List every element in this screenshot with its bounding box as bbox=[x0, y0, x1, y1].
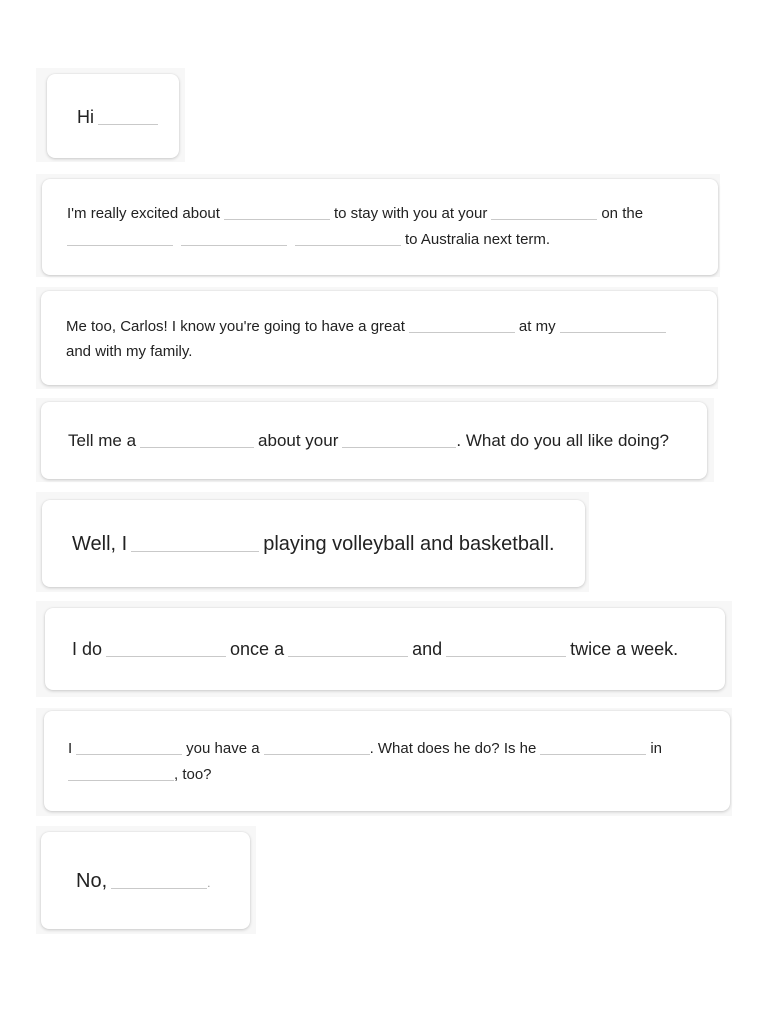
bubble-3-text: Me too, Carlos! I know you're going to have a great bbox=[66, 318, 405, 335]
bubble-5 bbox=[42, 500, 585, 587]
bubble-4 bbox=[41, 402, 707, 479]
bubble-7-text: you have a bbox=[186, 740, 260, 757]
blank-field[interactable] bbox=[560, 331, 666, 333]
bubble-5-text: playing volleyball and basketball. bbox=[263, 533, 555, 555]
bubble-6-text: and bbox=[412, 639, 443, 659]
blank-field[interactable] bbox=[540, 753, 646, 755]
bubble-2-text: to Australia next term. bbox=[405, 231, 551, 248]
blank-field[interactable] bbox=[224, 218, 330, 220]
bubble-3 bbox=[41, 291, 717, 385]
bubble-8-text: . bbox=[207, 876, 211, 890]
bubble-5-text: Well, I bbox=[72, 533, 128, 555]
blank-field[interactable] bbox=[106, 655, 226, 657]
bubble-6-text: I do bbox=[72, 639, 103, 659]
bubble-2-text: I'm really excited about bbox=[67, 205, 220, 222]
blank-field[interactable] bbox=[342, 446, 456, 448]
blank-field[interactable] bbox=[111, 887, 207, 889]
blank-field[interactable] bbox=[409, 331, 515, 333]
bubble-7-text: in bbox=[650, 740, 663, 757]
blank-field[interactable] bbox=[295, 244, 401, 246]
blank-field[interactable] bbox=[181, 244, 287, 246]
bubble-2-text: on the bbox=[601, 205, 644, 222]
bubble-1-text: Hi bbox=[77, 107, 94, 127]
bubble-6-text: once a bbox=[230, 639, 285, 659]
bubble-6 bbox=[45, 608, 725, 690]
bubble-4-text: about your bbox=[258, 431, 339, 450]
blank-field[interactable] bbox=[76, 753, 182, 755]
bubble-7-text: . What does he do? Is he bbox=[369, 740, 537, 757]
bubble-4-text: Tell me a bbox=[68, 431, 137, 450]
bubble-3-text: at my bbox=[518, 318, 556, 335]
bubble-7-text: I bbox=[68, 740, 73, 757]
blank-field[interactable] bbox=[446, 655, 566, 657]
blank-field[interactable] bbox=[98, 123, 158, 125]
blank-field[interactable] bbox=[264, 753, 370, 755]
bubble-1 bbox=[47, 74, 179, 158]
bubble-6-text: twice a week. bbox=[570, 639, 679, 659]
blank-field[interactable] bbox=[140, 446, 254, 448]
bubble-2 bbox=[42, 179, 718, 275]
bubble-7-text: , too? bbox=[174, 766, 212, 783]
bubble-7 bbox=[44, 711, 730, 811]
blank-field[interactable] bbox=[68, 779, 174, 781]
bubble-8-text: No, bbox=[76, 870, 108, 892]
blank-field[interactable] bbox=[131, 550, 259, 552]
bubble-4-text: . What do you all like doing? bbox=[456, 431, 669, 450]
blank-field[interactable] bbox=[491, 218, 597, 220]
bubble-3-text: and with my family. bbox=[66, 343, 193, 360]
bubble-8 bbox=[41, 832, 250, 929]
bubble-2-text: to stay with you at your bbox=[333, 205, 488, 222]
blank-field[interactable] bbox=[288, 655, 408, 657]
blank-field[interactable] bbox=[67, 244, 173, 246]
